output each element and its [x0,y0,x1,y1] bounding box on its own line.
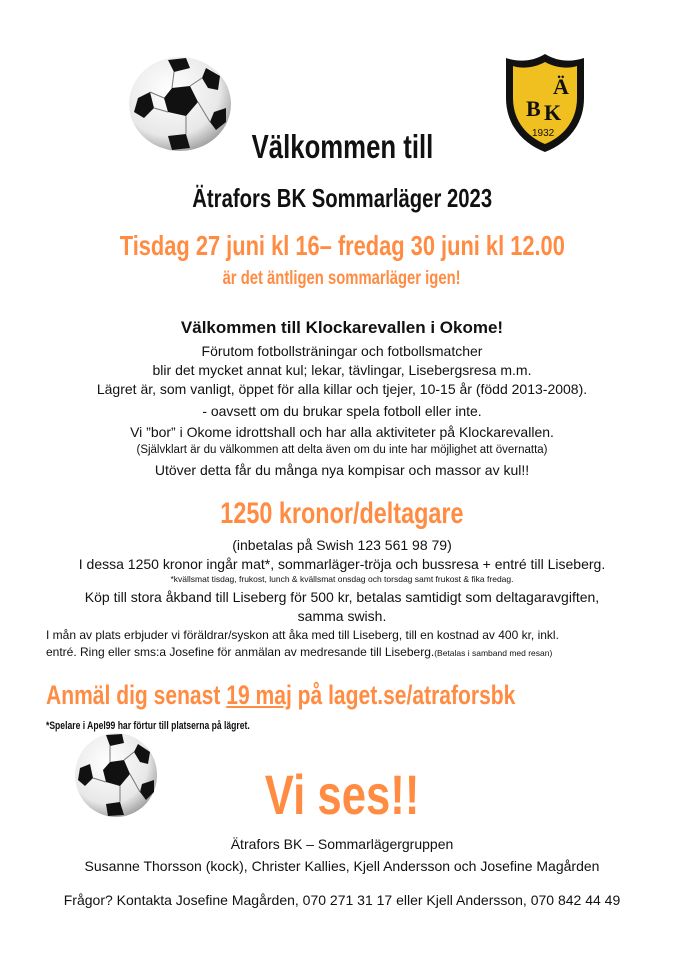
signup-note: *Spelare i Apel99 har förtur till platserna på lägret. [46,720,250,732]
contact-info: Frågor? Kontakta Josefine Magården, 070 271 31 17 eller Kjell Andersson, 070 842 44 49 [63,892,621,908]
see-you-heading: Vi ses!! [264,763,420,826]
group-name: Ätrafors BK – Sommarlägergruppen [230,836,454,852]
title-line1-wrap [0,128,684,166]
signup-date: 19 maj [226,680,292,710]
family-info-line2-wrap [46,645,552,659]
price-headline-wrap [0,497,684,531]
tagline-wrap [0,268,684,290]
family-info-line1: I mån av plats erbjuder vi föräldrar/syskon att åka med till Liseberg, till en kostnad av 400 kr, inkl. [46,628,559,642]
title-line2-wrap [0,183,684,214]
swish-info: (inbetalas på Swish 123 561 98 79) [232,537,452,553]
family-info-note: (Betalas i samband med resan) [434,648,553,658]
page-title: Välkommen till [251,128,433,165]
crest-letter-top: Ä [553,74,569,99]
price-headline: 1250 kronor/deltagare [220,497,464,530]
price-includes: I dessa 1250 kronor ingår mat*, sommarläger-tröja och bussresa + entré till Liseberg. [78,556,606,572]
intro-line: Lägret är, som vanligt, öppet för alla killar och tjejer, 10-15 år (född 2013-2008). [96,381,588,397]
see-you-wrap [0,762,684,827]
intro-line: (Självklart är du välkommen att delta även om du inte har möjlighet att övernatta) [136,444,548,456]
signup-deadline [46,680,515,711]
dates-wrap [0,230,684,262]
band-info-line1: Köp till stora åkband till Liseberg för 500 kr, betalas samtidigt som deltagaravgiften, [84,589,600,605]
crest-letter-right: K [544,100,562,125]
intro-line: - oavsett om du brukar spela fotboll eller inte. [202,403,482,419]
meal-footnote: *kvällsmat tisdag, frukost, lunch & kvällsmat onsdag och torsdag samt frukost & fika fredag. [170,574,514,584]
signup-wrap [46,680,606,711]
intro-line: blir det mycket annat kul; lekar, tävlingar, Lisebergsresa m.m. [152,362,532,378]
camp-tagline: är det äntligen sommarläger igen! [222,268,461,289]
crest-letter-left: B [526,96,541,121]
signup-link[interactable]: på laget.se/atraforsbk [291,680,516,710]
crest-year: 1932 [532,128,555,139]
intro-heading: Välkommen till Klockarevallen i Okome! [180,318,504,337]
family-info-line2: entré. Ring eller sms:a Josefine för anmälan av medresande till Liseberg. [46,645,435,659]
signup-prefix: Anmäl dig senast [46,680,227,710]
band-info-line2: samma swish. [297,608,387,624]
intro-line: Vi ”bor” i Okome idrottshall och har alla aktiviteter på Klockarevallen. [130,424,554,440]
intro-line: Utöver detta får du många nya kompisar och massor av kul!! [154,462,530,478]
intro-line: Förutom fotbollsträningar och fotbollsmatcher [201,343,483,359]
camp-dates: Tisdag 27 juni kl 16– fredag 30 juni kl 12.00 [119,230,565,261]
page-subtitle: Ätrafors BK Sommarläger 2023 [192,183,492,213]
staff-list: Susanne Thorsson (kock), Christer Kallies, Kjell Andersson och Josefine Magården [84,858,600,874]
